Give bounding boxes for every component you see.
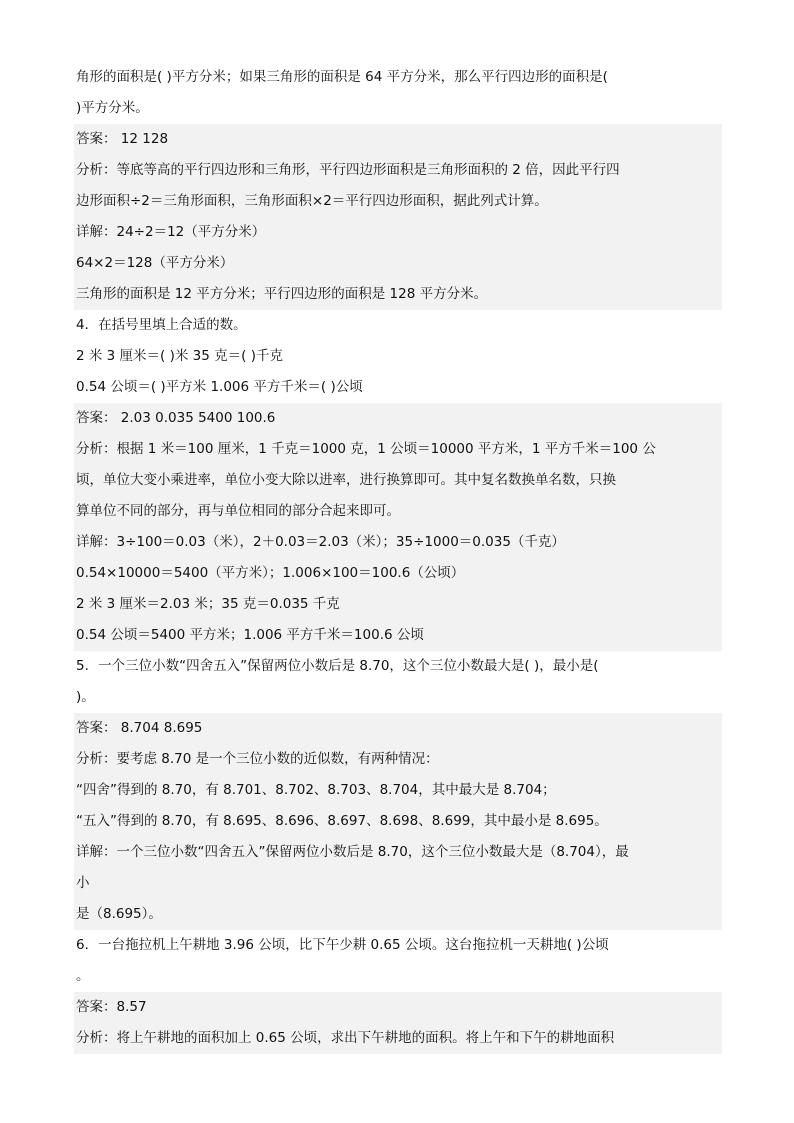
question-line: 角形的面积是( )平方分米；如果三角形的面积是 64 平方分米，那么平行四边形的面积是( <box>76 69 608 85</box>
answer-line: 是（8.695）。 <box>74 899 722 930</box>
answer-line: 分析：将上午耕地的面积加上 0.65 公顷，求出下午耕地的面积。将上午和下午的耕地面积 <box>74 1023 722 1054</box>
answer-line: 分析：等底等高的平行四边形和三角形，平行四边形面积是三角形面积的 2 倍，因此平行四 <box>74 155 722 186</box>
question-line: )。 <box>76 689 95 705</box>
answer-line: “四舍”得到的 8.70，有 8.701、8.702、8.703、8.704，其中最大是 8.704； <box>74 775 722 806</box>
answer-line: 0.54×10000＝5400（平方米）；1.006×100＝100.6（公顷） <box>74 558 722 589</box>
answer-line: 分析：要考虑 8.70 是一个三位小数的近似数，有两种情况： <box>74 744 722 775</box>
answer-line: 答案：8.57 <box>74 992 722 1023</box>
document-body <box>74 62 722 1054</box>
answer-line: 0.54 公顷＝5400 平方米；1.006 平方千米＝100.6 公顷 <box>74 620 722 651</box>
question-line: )平方分米。 <box>76 100 149 116</box>
answer-line: 详解：一个三位小数“四舍五入”保留两位小数后是 8.70，这个三位小数最大是（8.704），最 <box>74 837 722 868</box>
answer-line: 答案： 12 128 <box>74 124 722 155</box>
answer-line: 详解：24÷2＝12（平方分米） <box>74 217 722 248</box>
answer-line: 2 米 3 厘米＝2.03 米；35 克＝0.035 千克 <box>74 589 722 620</box>
question-line: 0.54 公顷＝( )平方米 1.006 平方千米＝( )公顷 <box>76 379 363 395</box>
answer-line: 答案： 2.03 0.035 5400 100.6 <box>74 403 722 434</box>
question-line: 5．一个三位小数“四舍五入”保留两位小数后是 8.70，这个三位小数最大是( )，最小是( <box>76 658 599 674</box>
answer-line: 详解：3÷100＝0.03（米），2＋0.03＝2.03（米）；35÷1000＝0.035（千克） <box>74 527 722 558</box>
question-line: 2 米 3 厘米＝( )米 35 克＝( )千克 <box>76 348 283 364</box>
answer-line: 三角形的面积是 12 平方分米；平行四边形的面积是 128 平方分米。 <box>74 279 722 310</box>
answer-line: “五入”得到的 8.70，有 8.695、8.696、8.697、8.698、8.699，其中最小是 8.695。 <box>74 806 722 837</box>
question-line: 4．在括号里填上合适的数。 <box>76 317 247 333</box>
answer-line: 边形面积÷2＝三角形面积，三角形面积×2＝平行四边形面积，据此列式计算。 <box>74 186 722 217</box>
answer-line: 小 <box>74 868 722 899</box>
answer-line: 64×2＝128（平方分米） <box>74 248 722 279</box>
question-line: 6．一台拖拉机上午耕地 3.96 公顷，比下午少耕 0.65 公顷。这台拖拉机一天耕地( )公顷 <box>76 937 609 953</box>
question-line: 。 <box>76 968 90 984</box>
answer-line: 顷，单位大变小乘进率，单位小变大除以进率，进行换算即可。其中复名数换单名数，只换 <box>74 465 722 496</box>
answer-line: 分析：根据 1 米＝100 厘米，1 千克＝1000 克，1 公顷＝10000 平方米，1 平方千米＝100 公 <box>74 434 722 465</box>
answer-line: 答案： 8.704 8.695 <box>74 713 722 744</box>
answer-line: 算单位不同的部分，再与单位相同的部分合起来即可。 <box>74 496 722 527</box>
